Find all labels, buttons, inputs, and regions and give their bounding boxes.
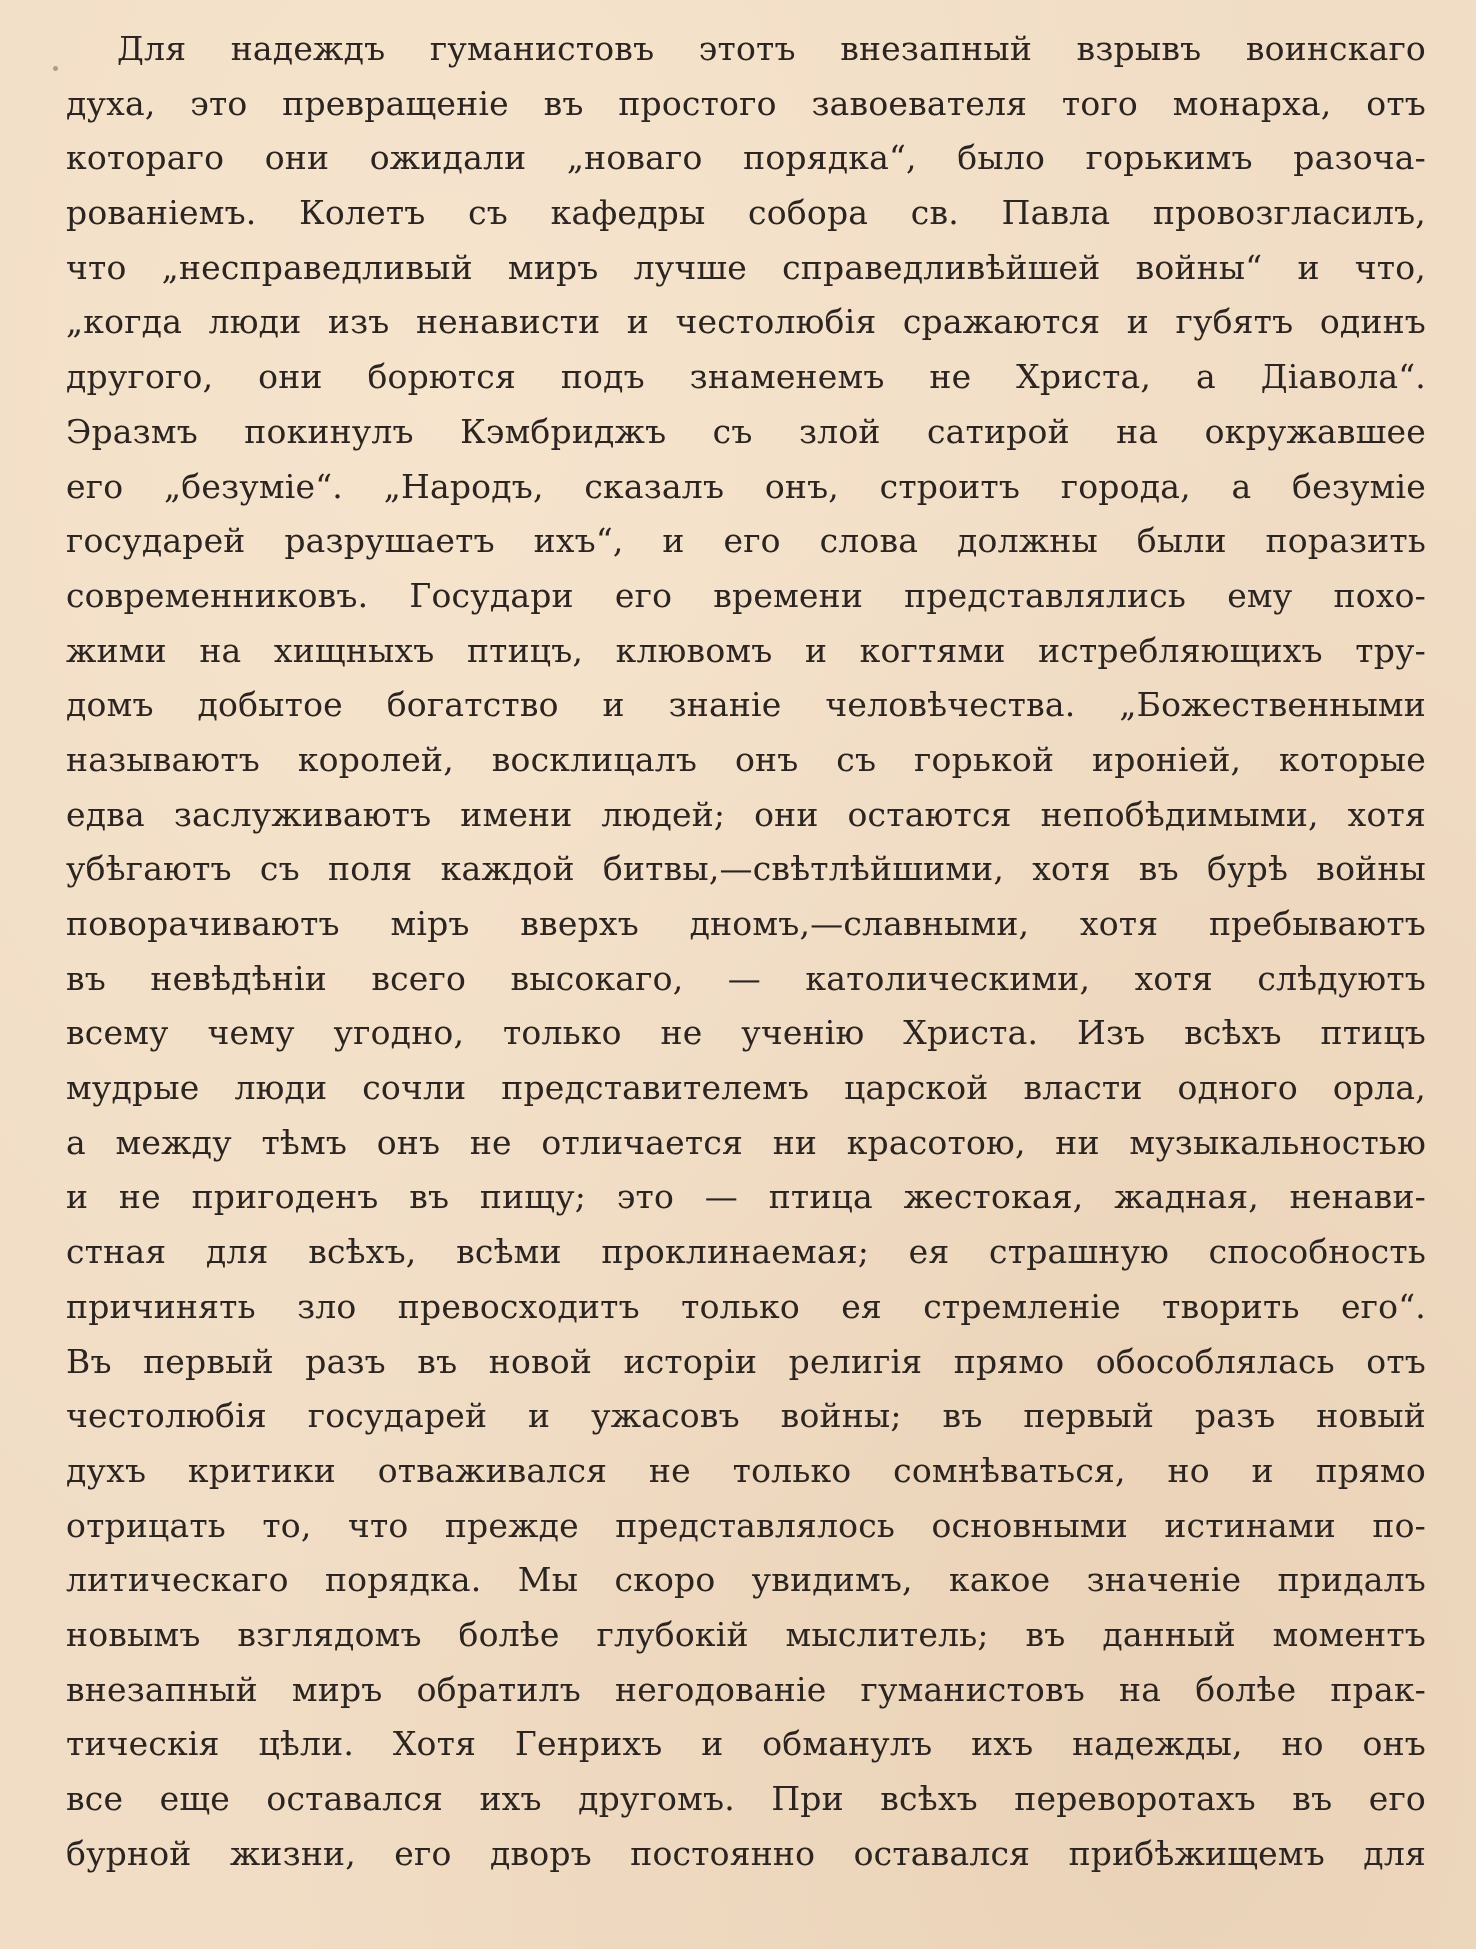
text-line: что „несправедливый миръ лучше справедливѣйшей войны“ и что, xyxy=(66,247,1426,287)
text-line: честолюбія государей и ужасовъ войны; въ первый разъ новый xyxy=(66,1396,1426,1436)
text-line: Эразмъ покинулъ Кэмбриджъ съ злой сатирой на окружавшее xyxy=(66,411,1426,451)
text-line: государей разрушаетъ ихъ“, и его слова должны были поразить xyxy=(66,521,1426,561)
text-line: Въ первый разъ въ новой исторіи религія прямо обособлялась отъ xyxy=(66,1341,1426,1381)
text-line: едва заслуживаютъ имени людей; они остаются непобѣдимыми, хотя xyxy=(66,794,1426,834)
text-line: домъ добытое богатство и знаніе человѣчества. „Божественными xyxy=(66,685,1426,725)
text-line: отрицать то, что прежде представлялось основными истинами по- xyxy=(66,1505,1426,1545)
text-line: всему чему угодно, только не ученію Христа. Изъ всѣхъ птицъ xyxy=(66,1013,1426,1053)
text-line: внезапный миръ обратилъ негодованіе гуманистовъ на болѣе прак- xyxy=(66,1669,1426,1709)
text-line: все еще оставался ихъ другомъ. При всѣхъ переворотахъ въ его xyxy=(66,1779,1426,1818)
text-line: рованіемъ. Колетъ съ кафедры собора св. Павла провозгласилъ, xyxy=(66,193,1426,233)
text-line: жими на хищныхъ птицъ, клювомъ и когтями истребляющихъ тру- xyxy=(66,630,1426,670)
text-line: бурной жизни, его дворъ постоянно оставался прибѣжищемъ для xyxy=(66,1833,1426,1873)
text-line: поворачиваютъ міръ вверхъ дномъ,—славными, хотя пребываютъ xyxy=(66,904,1426,943)
text-line: Для надеждъ гуманистовъ этотъ внезапный взрывъ воинскаго xyxy=(117,29,1426,68)
text-line: а между тѣмъ онъ не отличается ни красотою, ни музыкальностью xyxy=(66,1122,1426,1162)
text-line: тическія цѣли. Хотя Генрихъ и обманулъ ихъ надежды, но онъ xyxy=(66,1724,1426,1764)
text-line: причинять зло превосходитъ только ея стремленіе творить его“. xyxy=(66,1286,1426,1326)
text-line: стная для всѣхъ, всѣми проклинаемая; ея страшную способность xyxy=(66,1232,1426,1272)
text-line: и не пригоденъ въ пищу; это — птица жестокая, жадная, ненави- xyxy=(66,1177,1426,1217)
text-line: называютъ королей, восклицалъ онъ съ горькой ироніей, которые xyxy=(66,739,1426,779)
text-line: духа, это превращеніе въ простого завоевателя того монарха, отъ xyxy=(66,83,1426,123)
ink-speck xyxy=(53,66,58,71)
text-line: духъ критики отваживался не только сомнѣваться, но и прямо xyxy=(66,1450,1426,1490)
text-line: литическаго порядка. Мы скоро увидимъ, какое значеніе придалъ xyxy=(66,1560,1426,1600)
text-line: его „безуміе“. „Народъ, сказалъ онъ, строитъ города, а безуміе xyxy=(66,466,1426,506)
text-line: современниковъ. Государи его времени представлялись ему похо- xyxy=(66,575,1426,615)
text-line: другого, они борются подъ знаменемъ не Христа, а Діавола“. xyxy=(66,357,1426,397)
text-line: котораго они ожидали „новаго порядка“, было горькимъ разоча- xyxy=(66,138,1426,178)
text-line: въ невѣдѣніи всего высокаго, — католическими, хотя слѣдуютъ xyxy=(66,958,1426,998)
text-line: „когда люди изъ ненависти и честолюбія сражаются и губятъ одинъ xyxy=(66,302,1426,342)
body-text xyxy=(66,22,1426,1881)
text-line: мудрые люди сочли представителемъ царской власти одного орла, xyxy=(66,1068,1426,1108)
text-line: убѣгаютъ съ поля каждой битвы,—свѣтлѣйшими, хотя въ бурѣ войны xyxy=(66,849,1426,889)
text-line: новымъ взглядомъ болѣе глубокій мыслитель; въ данный моментъ xyxy=(66,1614,1426,1654)
